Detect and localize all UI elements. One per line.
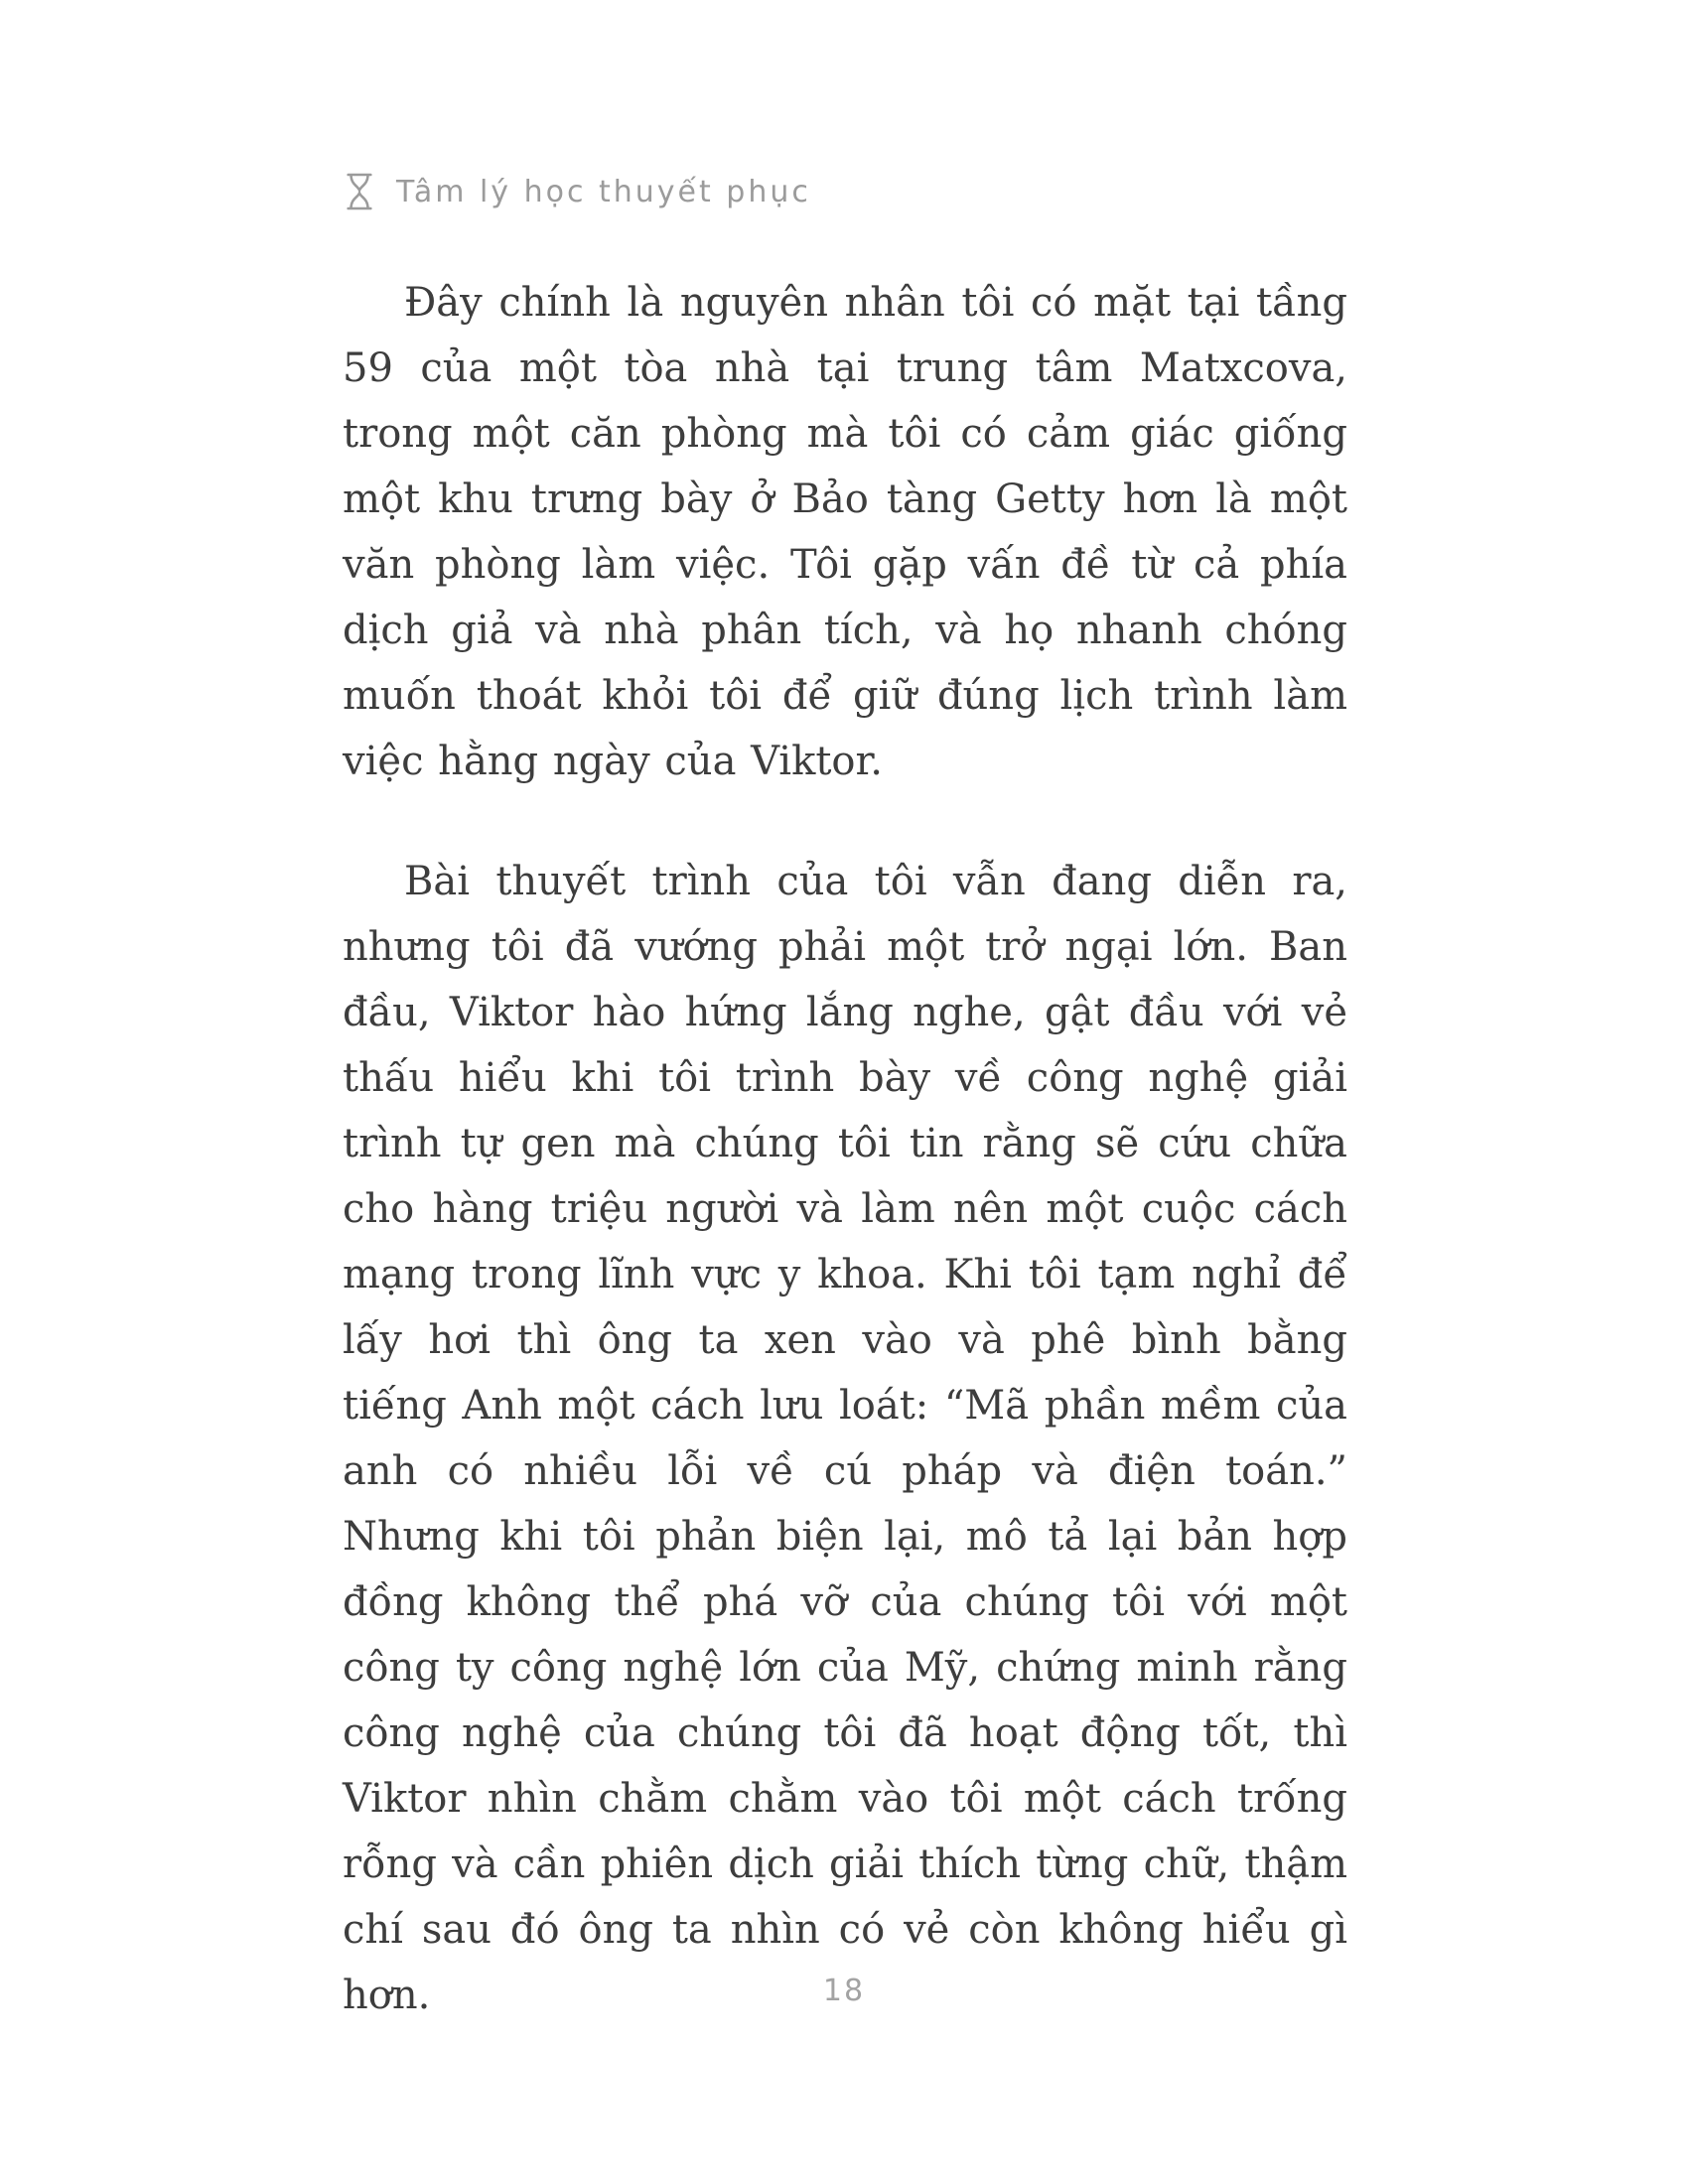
page-body <box>343 270 1347 2083</box>
page-header <box>343 171 811 212</box>
page-number: 18 <box>822 1974 866 2008</box>
paragraph: Đây chính là nguyên nhân tôi có mặt tại tầng 59 của một tòa nhà tại trung tâm Matxcova, trong một căn phòng mà tôi có cảm giác giống một khu trưng bày ở Bảo tàng Getty hơn là một văn phòng làm việc. Tôi gặp vấn đề từ cả phía dịch giả và nhà phân tích, và họ nhanh chóng muốn thoát khỏi tôi để giữ đúng lịch trình làm việc hằng ngày của Viktor. <box>343 280 1347 784</box>
page-footer <box>0 1974 1688 2008</box>
paragraph: Bài thuyết trình của tôi vẫn đang diễn ra, nhưng tôi đã vướng phải một trở ngại lớn. Ban đầu, Viktor hào hứng lắng nghe, gật đầu với vẻ thấu hiểu khi tôi trình bày về công nghệ giải trình tự gen mà chúng tôi tin rằng sẽ cứu chữa cho hàng triệu người và làm nên một cuộc cách mạng trong lĩnh vực y khoa. Khi tôi tạm nghỉ để lấy hơi thì ông ta xen vào và phê bình bằng tiếng Anh một cách lưu loát: “Mã phần mềm của anh có nhiều lỗi về cú pháp và điện toán.” Nhưng khi tôi phản biện lại, mô tả lại bản hợp đồng không thể phá vỡ của chúng tôi với một công ty công nghệ lớn của Mỹ, chứng minh rằng công nghệ của chúng tôi đã hoạt động tốt, thì Viktor nhìn chằm chằm vào tôi một cách trống rỗng và cần phiên dịch giải thích từng chữ, thậm chí sau đó ông ta nhìn có vẻ còn không hiểu gì hơn. <box>343 859 1347 2018</box>
hourglass-icon <box>343 171 376 212</box>
running-head-title: Tâm lý học thuyết phục <box>396 174 811 209</box>
